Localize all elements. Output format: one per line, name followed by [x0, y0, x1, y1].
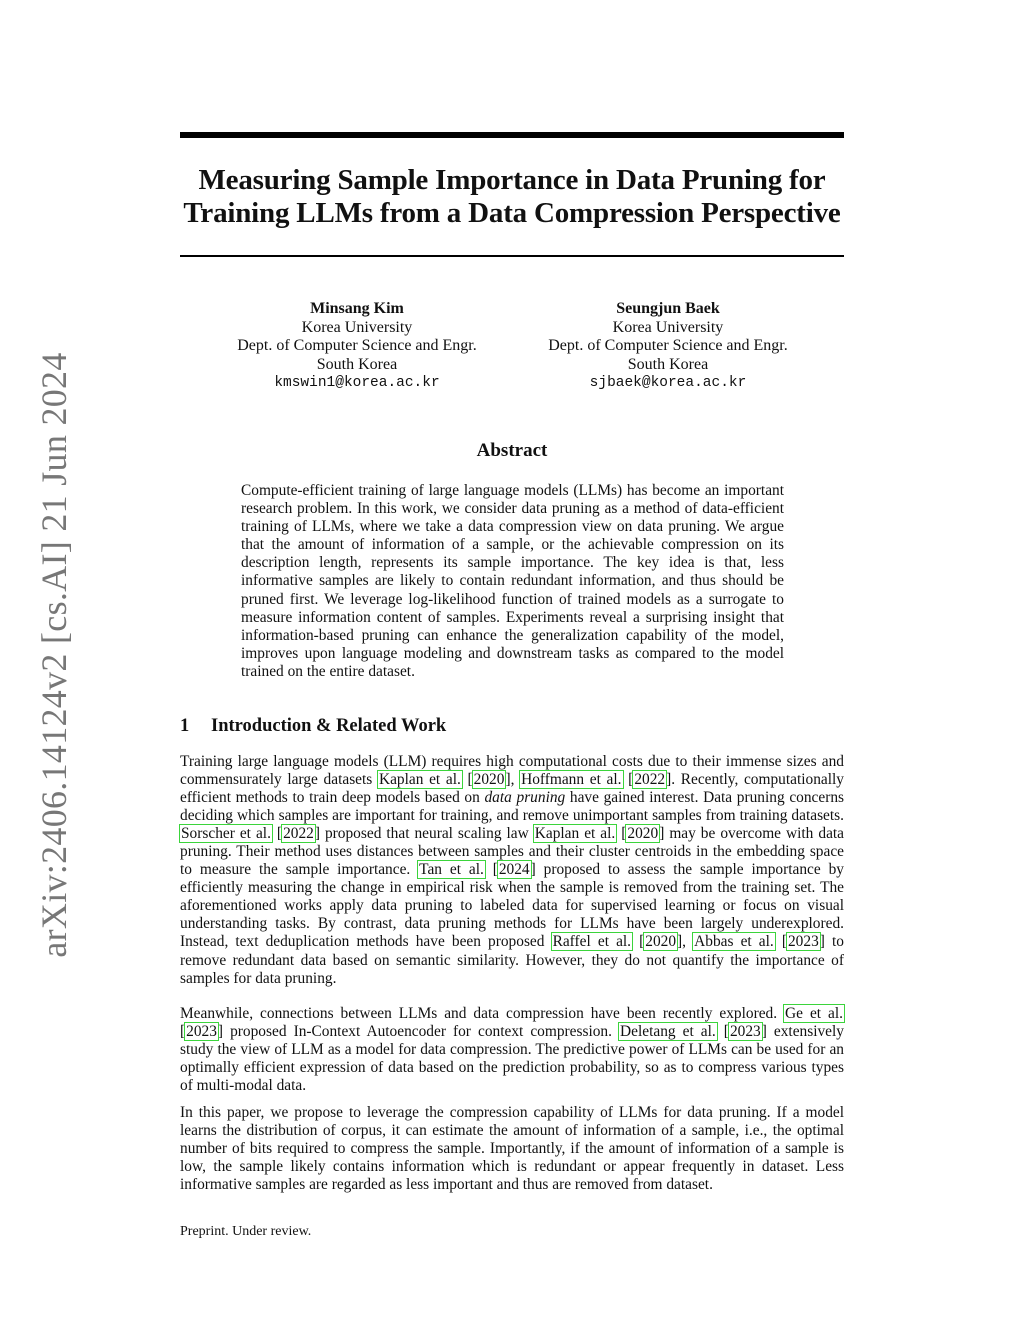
text-run: [ [622, 771, 634, 789]
citation-link[interactable]: Kaplan et al. [534, 825, 616, 843]
author-department: Dept. of Computer Science and Engr. [548, 337, 788, 354]
text-run: ] may be overcome with data pruning. Their method uses distances between samples and their cluster centroids in the embedding space to measure the sample importance. [180, 825, 845, 879]
author-name: Minsang Kim [310, 300, 404, 317]
citation-year-link[interactable]: 2023 [729, 1023, 761, 1041]
text-run: have gained interest. Data pruning concerns deciding which samples are important for training, and remove unimportant samples from training datasets. [180, 789, 845, 825]
author-block-2 [503, 300, 833, 393]
author-name: Seungjun Baek [616, 300, 720, 317]
citation-link[interactable]: Sorscher et al. [181, 825, 271, 843]
abstract-heading: Abstract [476, 440, 548, 461]
citation-year-link[interactable]: 2020 [627, 825, 659, 843]
text-run: ]. Recently, computationally efficient methods to train deep models based on [180, 771, 844, 807]
author-country: South Korea [316, 355, 398, 373]
citation-year-link[interactable]: 2022 [634, 771, 666, 789]
text-run: ] to remove redundant data based on semantic similarity. However, they do not quantify the importance of samples for data pruning. [180, 933, 844, 987]
text-run: [ [632, 933, 645, 951]
text-run: ] proposed to assess the sample importance by efficiently measuring the change in empirical risk when the sample is removed from the training set. The aforementioned works apply data pruning to labeled data for supervised learning or focus on visual understanding tasks. By contrast, data pruning methods for LLMs have been largely underexplored. Instead, text deduplication methods have been proposed [180, 861, 844, 951]
citation-link[interactable]: Ge et al. [785, 1005, 843, 1022]
citation-year-link[interactable]: 2020 [645, 933, 677, 951]
text-run: [ [180, 1023, 186, 1041]
text-run: [ [716, 1023, 729, 1041]
citation-link[interactable]: Raffel et al. [552, 933, 632, 951]
author-country: South Korea [627, 355, 709, 373]
citation-year-link[interactable]: 2023 [186, 1023, 217, 1041]
text-run: [ [616, 825, 627, 843]
footer-note: Preprint. Under review. [180, 1224, 312, 1239]
text-run: ] proposed In-Context Autoencoder for context compression. [217, 1023, 620, 1041]
citation-year-link[interactable]: 2020 [473, 771, 505, 789]
text-run: Training large language models (LLM) requires high computational costs due to their immense sizes and commensurately large datasets [180, 753, 844, 789]
author-email: sjbaek@korea.ac.kr [589, 375, 747, 391]
abstract-text: Compute-efficient training of large language models (LLMs) has become an important research problem. In this work, we consider data pruning as a method of data-efficient training of LLMs, where we take a data compression view on data pruning. We argue that the amount of information of a sample, or the achievable compression on its description length, represents its sample importance. The key idea is that, less informative samples are likely to contain redundant information, and thus should be pruned first. We leverage log-likelihood function of trained models as a surrogate to measure information content of samples. Experiments reveal a surprising insight that information-based pruning can enhance the generalization capability of the model, improves upon language modeling and downstream tasks as compared to the model trained on the entire dataset. [241, 482, 784, 680]
text-run: ] proposed that neural scaling law [314, 825, 534, 843]
section-heading [180, 716, 446, 737]
citation-link[interactable]: Kaplan et al. [378, 771, 461, 789]
text-run: [ [271, 825, 283, 843]
citation-link[interactable]: Abbas et al. [694, 933, 774, 951]
citation-year-link[interactable]: 2022 [283, 825, 314, 843]
text-run: [ [774, 933, 787, 951]
author-block-1 [192, 300, 522, 393]
text-run: [ [484, 861, 498, 879]
intro-paragraph-1 [180, 753, 844, 988]
citation-year-link[interactable]: 2023 [787, 933, 819, 951]
section-number: 1 [180, 716, 190, 736]
author-affiliation: Korea University [612, 318, 724, 336]
text-run: ], [677, 933, 694, 951]
paper-title: Measuring Sample Importance in Data Pruning for Training LLMs from a Data Compression Perspective [183, 164, 841, 229]
author-affiliation: Korea University [301, 318, 413, 336]
text-run: ] extensively study the view of LLM as a model for data compression. The predictive power of LLMs can be used for an optimally efficient expression of data based on the prediction probability, so as to compress various types of multi-modal data. [180, 1023, 844, 1095]
title-top-rule [180, 132, 844, 138]
text-run: ], [505, 771, 521, 789]
citation-year-link[interactable]: 2024 [498, 861, 530, 879]
intro-paragraph-2 [180, 1005, 844, 1095]
citation-link[interactable]: Tan et al. [419, 861, 484, 879]
intro-paragraph-3: In this paper, we propose to leverage the compression capability of LLMs for data pruning. If a model learns the distribution of corpus, it can estimate the amount of information of a sample, i.e., the optimal number of bits required to compress the sample. Importantly, if the amount of information of a sample is low, the sample likely contains information which is redundant or appear frequently in dataset. Less informative samples are regarded as less important and thus are removed from dataset. [180, 1104, 844, 1194]
section-title: Introduction & Related Work [211, 716, 447, 736]
author-department: Dept. of Computer Science and Engr. [237, 337, 477, 354]
emphasis-text: data pruning [484, 789, 566, 807]
text-run: Meanwhile, connections between LLMs and data compression have been recently explored. [180, 1005, 785, 1022]
text-run: [ [461, 771, 473, 789]
author-email: kmswin1@korea.ac.kr [274, 375, 440, 391]
title-bottom-rule [180, 255, 844, 257]
citation-link[interactable]: Hoffmann et al. [521, 771, 622, 789]
citation-link[interactable]: Deletang et al. [620, 1023, 716, 1041]
arxiv-identifier: arXiv:2406.14124v2 [cs.AI] 21 Jun 2024 [34, 352, 74, 958]
